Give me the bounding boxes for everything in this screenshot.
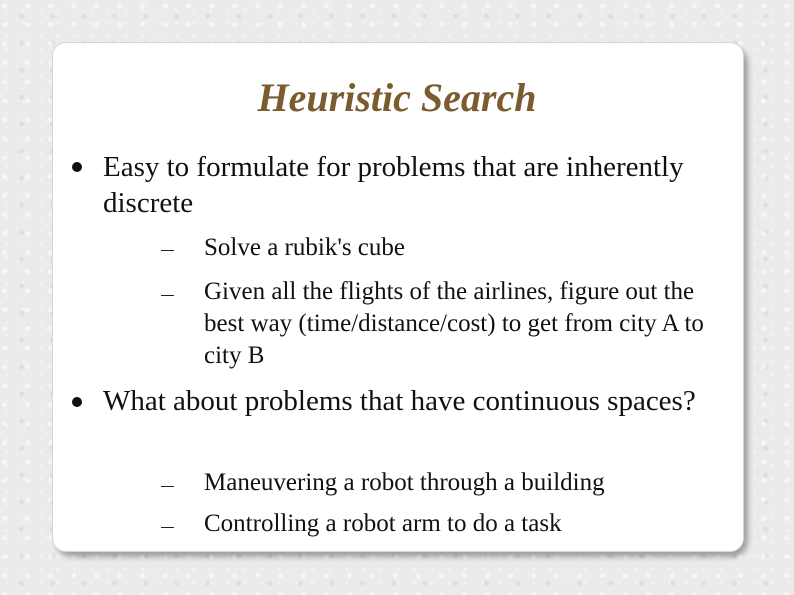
dash-icon — [161, 527, 174, 528]
sub-bullet-robot-arm: Controlling a robot arm to do a task — [204, 510, 562, 537]
dash-icon — [161, 250, 174, 251]
dash-icon — [161, 295, 174, 296]
sub-bullet-rubiks-cube: Solve a rubik's cube — [204, 234, 405, 261]
bullet-item-continuous: What about problems that have continuous spaces? — [103, 385, 696, 417]
dash-icon — [161, 486, 174, 487]
bullet-item-discrete: Easy to formulate for problems that are inherently discrete — [103, 151, 684, 219]
bullet-dot-icon — [72, 397, 82, 407]
sub-bullet-flights: Given all the flights of the airlines, figure out the best way (time/distance/cost) to get from city A to city B — [204, 278, 704, 369]
sub-bullet-robot-building: Maneuvering a robot through a building — [204, 469, 605, 496]
bullet-dot-icon — [72, 162, 82, 172]
slide-title: Heuristic Search — [257, 75, 537, 120]
